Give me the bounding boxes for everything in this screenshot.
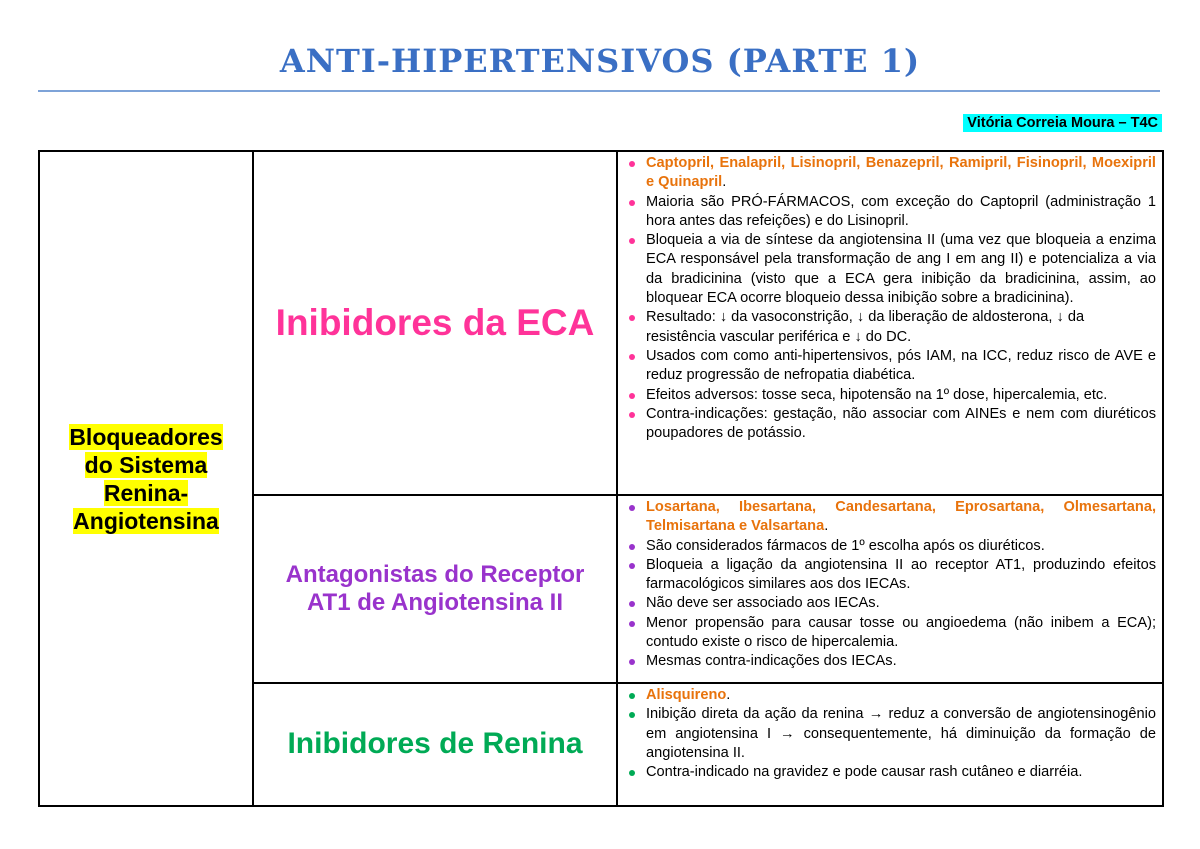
bullet-icon (629, 544, 635, 550)
bullet-icon (629, 354, 635, 360)
bullet-icon (629, 621, 635, 627)
list-item: Captopril, Enalapril, Lisinopril, Benazepril, Ramipril, Fisinopril, Moexipril e Quinapril. (626, 154, 1156, 193)
details-cell-arb (617, 495, 1163, 683)
system-heading (40, 423, 252, 535)
list-item: Maioria são PRÓ-FÁRMACOS, com exceção do Captopril (administração 1 hora antes das refeições) e do Lisinopril. (626, 193, 1156, 232)
bullet-icon (629, 712, 635, 718)
class-title-renin: Inibidores de Renina (287, 727, 583, 761)
bullet-icon (629, 601, 635, 607)
details-cell-eca (617, 151, 1163, 495)
class-title-eca: Inibidores da ECA (275, 301, 595, 343)
list-item: Menor propensão para causar tosse ou angioedema (não inibem a ECA); contudo existe o risco de hipercalemia. (626, 614, 1156, 653)
list-item: Resultado: ↓ da vasoconstrição, ↓ da liberação de aldosterona, ↓ da resistência vascular periférica e ↓ do DC. (626, 308, 1156, 347)
bullet-icon (629, 161, 635, 167)
list-item: Bloqueia a ligação da angiotensina II ao receptor AT1, produzindo efeitos farmacológicos similares aos dos IECAs. (626, 556, 1156, 595)
list-item: Inibição direta da ação da renina → reduz a conversão de angiotensinogênio em angiotensina I → consequentemente, há diminuição da formação de angiotensina II. (626, 705, 1156, 763)
class-title-arb: Antagonistas do Receptor AT1 de Angiotensina II (285, 561, 585, 616)
list-item: Não deve ser associado aos IECAs. (626, 594, 1156, 613)
details-cell-renin (617, 683, 1163, 806)
details-list-arb (626, 498, 1156, 672)
system-line: do Sistema (84, 451, 208, 478)
list-item: Efeitos adversos: tosse seca, hipotensão na 1º dose, hipercalemia, etc. (626, 386, 1156, 405)
bullet-icon (629, 693, 635, 699)
list-item: Alisquireno. (626, 686, 1156, 705)
author-label: Vitória Correia Moura – T4C (963, 114, 1162, 132)
drug-names: Captopril, Enalapril, Lisinopril, Benazepril, Ramipril, Fisinopril, Moexipril e Quinapril (646, 155, 1156, 191)
bullet-icon (629, 200, 635, 206)
bullet-icon (629, 659, 635, 665)
class-cell-eca (253, 151, 617, 495)
list-item: Usados com como anti-hipertensivos, pós IAM, na ICC, reduz risco de AVE e reduz progressão de nefropatia diabética. (626, 347, 1156, 386)
bullet-icon (629, 238, 635, 244)
list-item: São considerados fármacos de 1º escolha após os diuréticos. (626, 537, 1156, 556)
drug-names: Losartana, Ibesartana, Candesartana, Eprosartana, Olmesartana, Telmisartana e Valsartana (646, 499, 1156, 535)
title-divider (38, 90, 1160, 92)
bullet-icon (629, 315, 635, 321)
drug-class-table (38, 150, 1164, 807)
system-cell (39, 151, 253, 806)
system-line: Angiotensina (73, 507, 219, 534)
document-title: ANTI-HIPERTENSIVOS (PARTE 1) (279, 42, 921, 80)
table-row (39, 151, 1163, 495)
bullet-icon (629, 505, 635, 511)
bullet-icon (629, 412, 635, 418)
system-line: Renina- (103, 479, 189, 506)
list-item: Mesmas contra-indicações dos IECAs. (626, 652, 1156, 671)
details-list-renin (626, 686, 1156, 782)
list-item: Contra-indicado na gravidez e pode causar rash cutâneo e diarréia. (626, 763, 1156, 782)
list-item: Bloqueia a via de síntese da angiotensina II (uma vez que bloqueia a enzima ECA responsável pela transformação de ang I em ang II) e potencializa a via da bradicinina (visto que a ECA gera inibição da bradicinina, assim, ao bloquear ECA ocorre bloqueio dessa inibição sobre a bradicinina). (626, 231, 1156, 308)
drug-names: Alisquireno (646, 687, 727, 703)
list-item: Losartana, Ibesartana, Candesartana, Eprosartana, Olmesartana, Telmisartana e Valsartana. (626, 498, 1156, 537)
system-line: Bloqueadores (69, 423, 223, 450)
list-item: Contra-indicações: gestação, não associar com AINEs e nem com diuréticos poupadores de potássio. (626, 405, 1156, 444)
bullet-icon (629, 393, 635, 399)
class-cell-renin (253, 683, 617, 806)
details-list-eca (626, 154, 1156, 443)
class-cell-arb (253, 495, 617, 683)
bullet-icon (629, 563, 635, 569)
bullet-icon (629, 770, 635, 776)
